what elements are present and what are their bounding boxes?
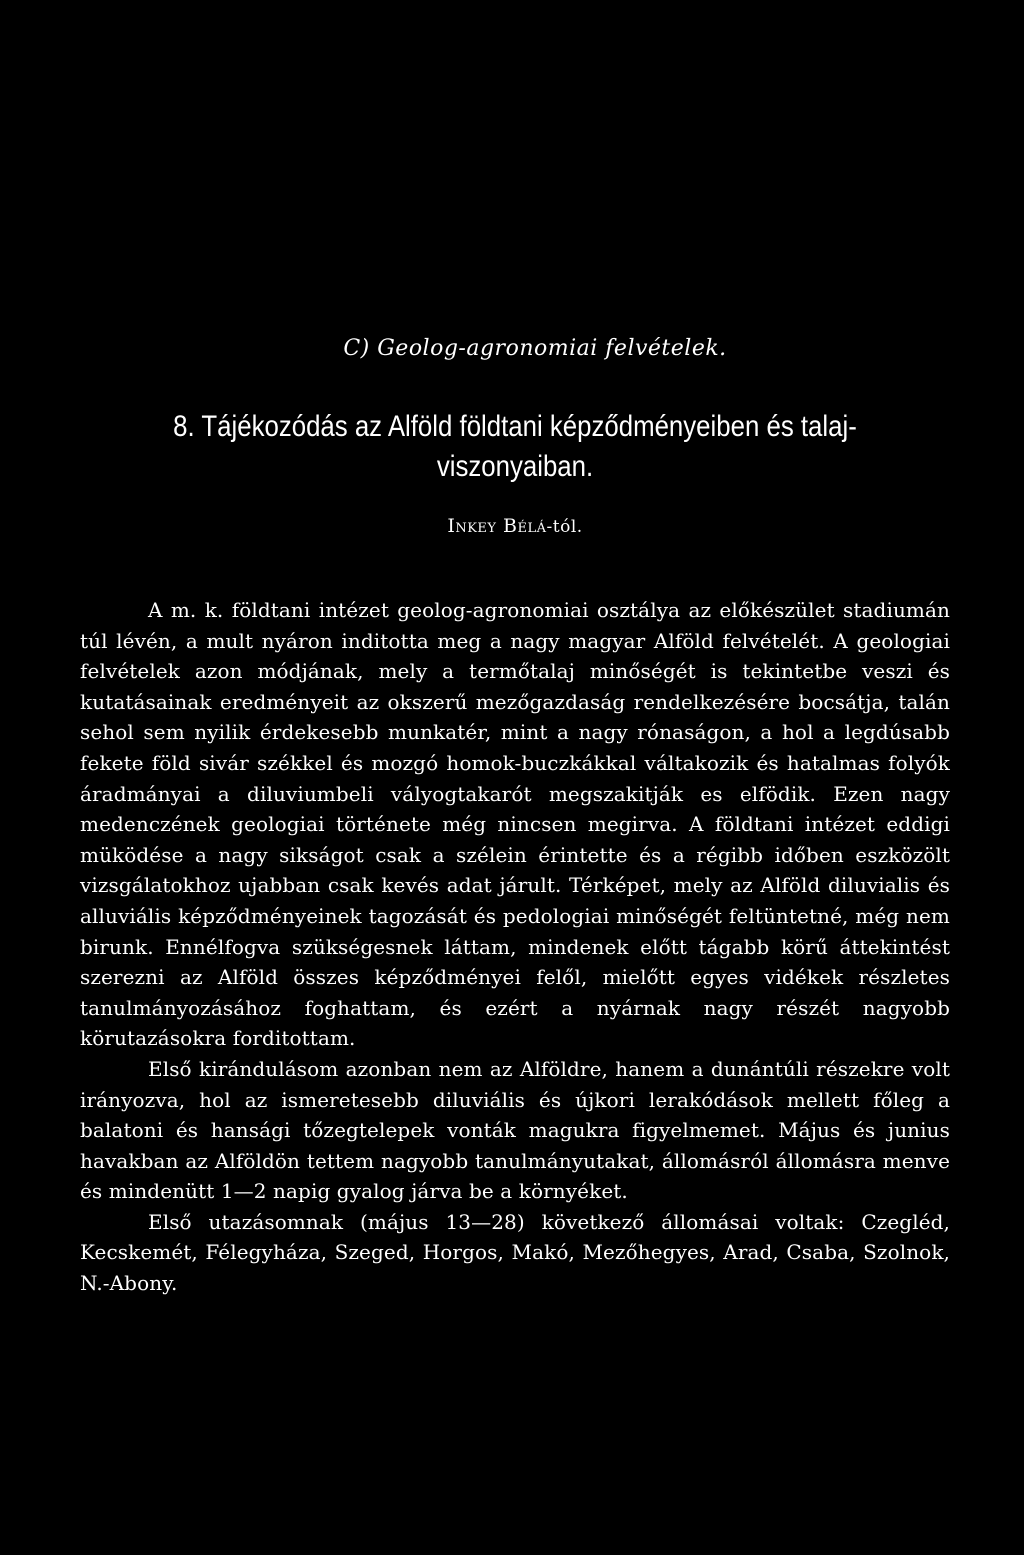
- chapter-title: 8. Tájékozódás az Alföld földtani képződményeiben és talaj-viszonyaiban.: [173, 410, 857, 483]
- author-suffix: -tól.: [546, 517, 583, 537]
- author-name: Inkey Bélá: [447, 515, 547, 537]
- author-line: [80, 515, 950, 537]
- paragraph-2: Első kirándulásom azonban nem az Alföldre, hanem a dunántúli részekre volt irányozva, hol az ismeretesebb diluviális és újkori lerakódások mellett főleg a balatoni és hansági tőzegtelepek vonták magukra figyelmemet. Május és junius havakban az Alföldön tettem nagyobb tanulmányutakat, állomásról állomásra menve és mindenütt 1—2 napig gyalog járva be a környéket.: [80, 1056, 950, 1204]
- paragraph-3: Első utazásomnak (május 13—28) következő állomásai voltak: Czegléd, Kecskemét, Félegyháza, Szeged, Horgos, Makó, Mezőhegyes, Arad, Csaba, Szolnok, N.-Abony.: [80, 1209, 950, 1296]
- paragraph-1: A m. k. földtani intézet geolog-agronomiai osztálya az előkészület stadiumán túl lévén, a mult nyáron inditotta meg a nagy magyar Alföld felvételét. A geologiai felvételek azon módjának, mely a termőtalaj minőségét is tekintetbe veszi és kutatásainak eredményeit az okszerű mezőgazdaság rendelkezésére bocsátja, talán sehol sem nyilik érdekesebb munkatér, mint a nagy rónaságon, a hol a legdúsabb fekete föld sivár székkel és mozgó homok-buczkákkal váltakozik és hatalmas folyók áradmányai a diluviumbeli vályogtakarót megszakitják es elfödik. Ezen nagy medenczének geologiai története még nincsen megirva. A földtani intézet eddigi müködése a nagy sikságot csak a szélein érintette és a régibb időben eszközölt vizsgálatokhoz ujabban csak kevés adat járult. Térképet, mely az Alföld diluvialis és alluviális képződményeinek tagozását és pedologiai minőségét feltüntetné, még nem birunk. Ennélfogva szükségesnek láttam, mindenek előtt tágabb körű áttekintést szerezni az Alföld összes képződményei felől, mielőtt egyes vidékek részletes tanulmányozásához foghattam, és ezért a nyárnak nagy részét nagyobb körutazásokra forditottam.: [80, 598, 950, 1051]
- section-heading: C) Geolog-agronomiai felvételek.: [343, 336, 727, 361]
- page-content: [80, 336, 950, 1299]
